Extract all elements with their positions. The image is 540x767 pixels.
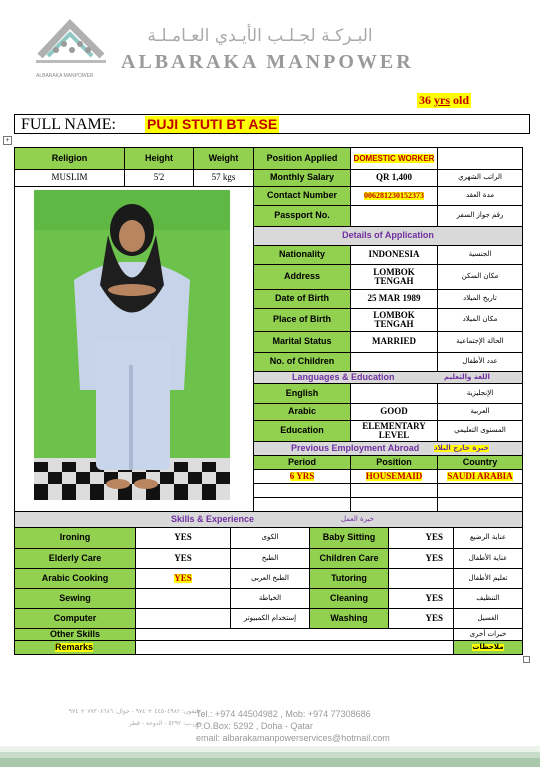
- skills-title-ar: خبرة العمل: [341, 514, 374, 523]
- height-value: 5'2: [124, 169, 194, 187]
- tutoring-ar: تعليم الأطفال: [453, 568, 523, 589]
- children-care-value: YES: [388, 548, 454, 569]
- employment-empty-cell: [253, 497, 351, 512]
- position-applied-cell: [350, 147, 438, 170]
- position-value: HOUSEMAID: [365, 470, 423, 481]
- passport-value: [350, 205, 438, 227]
- period-header: Period: [253, 455, 351, 470]
- full-name-row: [14, 114, 530, 134]
- full-name-label: FULL NAME:: [21, 116, 116, 133]
- footer-band: [0, 746, 540, 767]
- monthly-salary-value: QR 1,400: [350, 169, 438, 187]
- remarks-cell: [14, 640, 136, 655]
- brand-name-arabic: البـركـة لجـلـب الأيـدي العـامـلـة: [147, 26, 373, 46]
- other-skills-label: Other Skills: [14, 628, 136, 641]
- remarks-label: Remarks: [55, 641, 94, 652]
- arabic-cooking-value: YES: [174, 572, 192, 583]
- babysitting-label: Baby Sitting: [309, 527, 389, 549]
- employment-section-title: [253, 441, 523, 456]
- address-label: Address: [253, 264, 351, 290]
- marital-status-label: Marital Status: [253, 331, 351, 353]
- cleaning-value: YES: [388, 588, 454, 609]
- footer-contact: [196, 708, 396, 744]
- children-care-label: Children Care: [309, 548, 389, 569]
- nationality-ar: الجنسية: [437, 245, 523, 265]
- position-applied-value: DOMESTIC WORKER: [353, 154, 435, 163]
- candidate-photo: [34, 190, 230, 500]
- dob-value: 25 MAR 1989: [350, 289, 438, 309]
- age-unit: yrs: [434, 93, 450, 107]
- english-ar: الإنجليزية: [437, 383, 523, 404]
- employment-title: Previous Employment Abroad: [291, 442, 420, 453]
- employment-empty-cell: [437, 497, 523, 512]
- computer-ar: إستخدام الكمبيوتر: [230, 608, 310, 629]
- english-label: English: [253, 383, 351, 404]
- children-ar: عدد الأطفال: [437, 352, 523, 372]
- elderly-care-label: Elderly Care: [14, 548, 136, 569]
- weight-value: 57 kgs: [193, 169, 254, 187]
- children-care-ar: عناية الأطفال: [453, 548, 523, 569]
- height-header: Height: [124, 147, 194, 170]
- arabic-cooking-label: Arabic Cooking: [14, 568, 136, 589]
- position-header: Position: [350, 455, 438, 470]
- arabic-value: GOOD: [350, 403, 438, 421]
- babysitting-ar: عناية الرضيع: [453, 527, 523, 549]
- arabic-label: Arabic: [253, 403, 351, 421]
- age-number: 36: [419, 93, 431, 107]
- skills-title: Skills & Experience: [171, 513, 255, 524]
- monthly-salary-label: Monthly Salary: [253, 169, 351, 187]
- arabic-ar: العربية: [437, 403, 523, 421]
- ironing-ar: الكوى: [230, 527, 310, 549]
- religion-header: Religion: [14, 147, 125, 170]
- children-label: No. of Children: [253, 352, 351, 372]
- english-value: [350, 383, 438, 404]
- marital-status-ar: الحالة الإجتماعية: [437, 331, 523, 353]
- computer-value: [135, 608, 231, 629]
- period-value: 6 YRS: [289, 470, 315, 481]
- education-ar: المستوى التعليمي: [437, 420, 523, 442]
- table-resize-handle-icon[interactable]: [523, 656, 530, 663]
- sewing-label: Sewing: [14, 588, 136, 609]
- computer-label: Computer: [14, 608, 136, 629]
- footer-ar-line2: ص.ب: ٥٢٩٢ - الدوحة - قطر: [128, 720, 200, 727]
- arabic-cooking-ar: الطبخ العربى: [230, 568, 310, 589]
- arabic-cooking-cell: [135, 568, 231, 589]
- full-name-value: PUJI STUTI BT ASE: [147, 116, 278, 132]
- position-cell: [350, 469, 438, 484]
- sewing-ar: الخياطة: [230, 588, 310, 609]
- tutoring-value: [388, 568, 454, 589]
- marital-status-value: MARRIED: [350, 331, 438, 353]
- country-cell: [437, 469, 523, 484]
- weight-header: Weight: [193, 147, 254, 170]
- dob-ar: تاريخ الميلاد: [437, 289, 523, 309]
- tutoring-label: Tutoring: [309, 568, 389, 589]
- languages-title-ar: اللغة والتعليم: [444, 372, 490, 381]
- pob-ar: مكان الميلاد: [437, 308, 523, 332]
- nationality-label: Nationality: [253, 245, 351, 265]
- contact-number-cell: [350, 186, 438, 206]
- employment-empty-cell: [253, 483, 351, 498]
- sewing-value: [135, 588, 231, 609]
- contact-number-ar: مدة العقد: [437, 186, 523, 206]
- address-value: LOMBOK TENGAH: [350, 264, 438, 290]
- ironing-value: YES: [135, 527, 231, 549]
- washing-value: YES: [388, 608, 454, 629]
- cleaning-label: Cleaning: [309, 588, 389, 609]
- pob-label: Place of Birth: [253, 308, 351, 332]
- country-value: SAUDI ARABIA: [447, 470, 513, 481]
- table-move-handle-icon[interactable]: +: [3, 136, 12, 145]
- skills-section-title: [14, 511, 523, 528]
- nationality-value: INDONESIA: [350, 245, 438, 265]
- age-badge: [417, 93, 471, 108]
- brand-name-english: ALBARAKA MANPOWER: [121, 51, 414, 73]
- contact-number-value: 006281230152373: [364, 190, 424, 200]
- washing-ar: الغسيل: [453, 608, 523, 629]
- languages-title: Languages & Education: [292, 371, 395, 382]
- remarks-ar-cell: [453, 640, 523, 655]
- footer-contact-arabic: [30, 706, 200, 730]
- elderly-care-value: YES: [135, 548, 231, 569]
- other-skills-ar: خبرات أخرى: [453, 628, 523, 641]
- logo-caption: ALBARAKA MANPOWER: [36, 73, 94, 79]
- details-section-title: Details of Application: [253, 226, 523, 246]
- washing-label: Washing: [309, 608, 389, 629]
- children-value: [350, 352, 438, 372]
- contact-number-label: Contact Number: [253, 186, 351, 206]
- age-word: old: [453, 93, 470, 107]
- religion-value: MUSLIM: [14, 169, 125, 187]
- passport-label: Passport No.: [253, 205, 351, 227]
- remarks-ar: ملاحظات: [472, 642, 504, 651]
- employment-empty-cell: [350, 497, 438, 512]
- remarks-value: [135, 640, 454, 655]
- employment-title-ar: خبرة خارج البلاد: [434, 443, 489, 452]
- footer-pobox: P.O.Box: 5292 , Doha - Qatar: [196, 721, 313, 731]
- position-applied-ar: [437, 147, 523, 170]
- period-cell: [253, 469, 351, 484]
- company-logo: [30, 12, 112, 82]
- passport-ar: رقم جواز السفر: [437, 205, 523, 227]
- position-applied-label: Position Applied: [253, 147, 351, 170]
- cleaning-ar: التنظيف: [453, 588, 523, 609]
- ironing-label: Ironing: [14, 527, 136, 549]
- elderly-care-ar: الطبخ: [230, 548, 310, 569]
- education-value: ELEMENTARY LEVEL: [350, 420, 438, 442]
- dob-label: Date of Birth: [253, 289, 351, 309]
- monthly-salary-ar: الراتب الشهري: [437, 169, 523, 187]
- footer-ar-line1: تليفون: ٤٤٥٠٤٩٨٢ + ٩٧٤ - جوال: ٧٧٣٠٨٦٨٦ + ٩٧٤: [68, 708, 200, 715]
- babysitting-value: YES: [388, 527, 454, 549]
- employment-empty-cell: [350, 483, 438, 498]
- address-ar: مكان السكن: [437, 264, 523, 290]
- employment-empty-cell: [437, 483, 523, 498]
- pob-value: LOMBOK TENGAH: [350, 308, 438, 332]
- education-label: Education: [253, 420, 351, 442]
- footer-email: email: albarakamanpowerservices@hotmail.com: [196, 733, 390, 743]
- footer-phone: Tel.: +974 44504982 , Mob: +974 77308686: [196, 709, 371, 719]
- country-header: Country: [437, 455, 523, 470]
